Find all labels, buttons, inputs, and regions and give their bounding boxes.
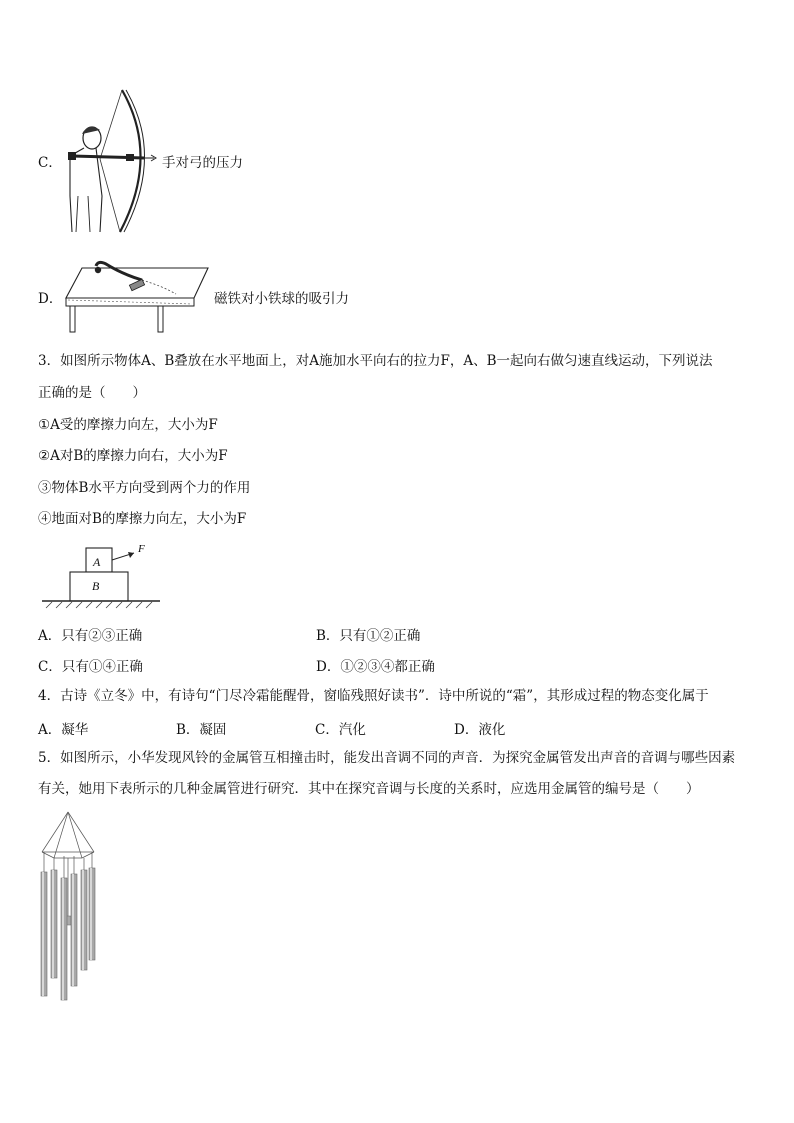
- force-f-label: F: [138, 543, 145, 555]
- q3-option-d: D．①②③④都正确: [316, 659, 435, 675]
- q4-stem: 4．古诗《立冬》中，有诗句“门尽冷霜能醒骨，窗临残照好读书”．诗中所说的“霜”，其形成过程的物态变化属于: [38, 688, 709, 704]
- q3-stem-line2: 正确的是（ ）: [38, 385, 146, 401]
- q4-option-a: A．凝华: [38, 722, 89, 738]
- q5-stem-line2: 有关，她用下表所示的几种金属管进行研究．其中在探究音调与长度的关系时，应选用金属管的编号是（ ）: [38, 781, 700, 797]
- q4-option-c: C．汽化: [315, 722, 366, 738]
- option-d-label: 磁铁对小铁球的吸引力: [214, 291, 349, 307]
- wind-chime-figure: [40, 812, 102, 1004]
- option-c-label: 手对弓的压力: [162, 155, 243, 171]
- q3-option-a: A．只有②③正确: [38, 628, 143, 644]
- q5-stem-line1: 5．如图所示，小华发现风铃的金属管互相撞击时，能发出音调不同的声音．为探究金属管发出声音的音调与哪些因素: [38, 750, 736, 766]
- block-b-label: B: [92, 579, 100, 593]
- archer-figure: [60, 86, 170, 236]
- q4-option-b: B．凝固: [176, 722, 227, 738]
- magnet-table-figure: [62, 260, 212, 335]
- option-d-letter: D．: [38, 291, 63, 307]
- q3-option-c: C．只有①④正确: [38, 659, 143, 675]
- q3-statement-3: ③物体B水平方向受到两个力的作用: [38, 480, 251, 496]
- q3-statement-1: ①A受的摩擦力向左，大小为F: [38, 417, 218, 433]
- q3-option-b: B．只有①②正确: [316, 628, 421, 644]
- q4-option-d: D．液化: [454, 722, 506, 738]
- q3-stem-line1: 3．如图所示物体A、B叠放在水平地面上，对A施加水平向右的拉力F，A、B一起向右做匀速直线运动，下列说法: [38, 353, 713, 369]
- option-c-letter: C．: [38, 155, 62, 171]
- q3-statement-2: ②A对B的摩擦力向右，大小为F: [38, 448, 228, 464]
- q3-statement-4: ④地面对B的摩擦力向左，大小为F: [38, 511, 247, 527]
- block-a-label: A: [93, 555, 101, 569]
